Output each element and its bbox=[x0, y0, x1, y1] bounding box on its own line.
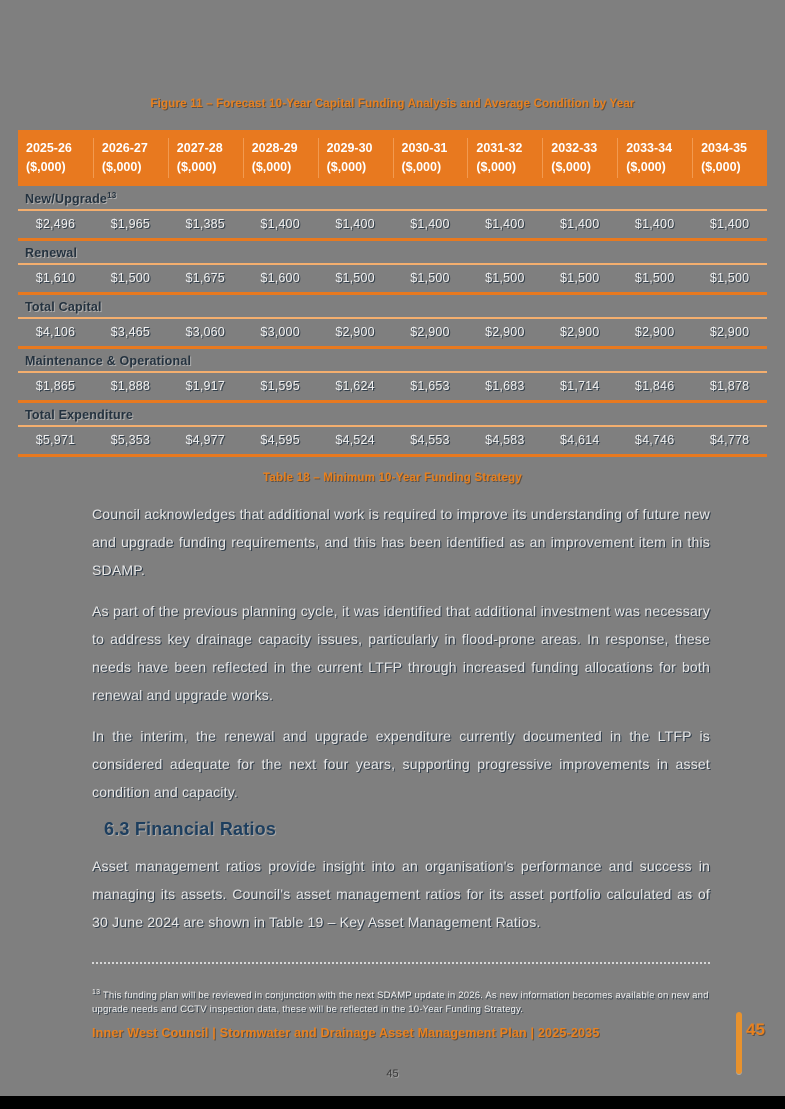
value-cell: $1,888 bbox=[110, 379, 151, 394]
value-cell: $1,714 bbox=[560, 379, 600, 394]
section-values-row bbox=[18, 209, 767, 241]
column-header bbox=[93, 138, 168, 178]
paragraph: Council acknowledges that additional work is required to improve its understanding of future new and upgrade funding requirements, and this has been identified as an improvement item in this SDAMP. bbox=[92, 506, 710, 578]
value-cell: $1,610 bbox=[35, 271, 76, 286]
value-cell: $5,971 bbox=[35, 433, 76, 448]
value-cell: $2,900 bbox=[709, 325, 750, 340]
column-header bbox=[542, 138, 617, 178]
value-cell: $1,400 bbox=[485, 217, 525, 232]
column-unit: ($,000) bbox=[26, 160, 66, 174]
column-unit: ($,000) bbox=[176, 160, 217, 174]
value-cell: $1,400 bbox=[634, 217, 675, 232]
paragraph: As part of the previous planning cycle, it was identified that additional investment was necessary to address key drainage capacity issues, particularly in flood-prone areas. In response, these needs have been reflected in the current LTFP through increased funding allocations for both renewal and upgrade works. bbox=[92, 603, 710, 703]
value-cell: $1,595 bbox=[260, 379, 300, 394]
value-cell: $1,500 bbox=[634, 271, 675, 286]
footnote bbox=[92, 986, 710, 1017]
funding-table bbox=[18, 130, 767, 457]
column-year: 2030-31 bbox=[401, 141, 448, 155]
value-cell: $1,653 bbox=[410, 379, 450, 394]
table-body bbox=[18, 186, 767, 457]
value-cell: $1,846 bbox=[634, 379, 675, 394]
column-year: 2027-28 bbox=[176, 141, 223, 155]
column-unit: ($,000) bbox=[551, 160, 591, 174]
section-label-row bbox=[18, 186, 767, 209]
section-values-row bbox=[18, 371, 767, 403]
column-year: 2029-30 bbox=[326, 141, 373, 155]
column-header bbox=[617, 138, 692, 178]
column-unit: ($,000) bbox=[626, 160, 666, 174]
value-cell: $5,353 bbox=[110, 433, 151, 448]
value-cell: $4,553 bbox=[410, 433, 450, 448]
column-year: 2025-26 bbox=[26, 141, 72, 155]
value-cell: $1,624 bbox=[335, 379, 375, 394]
center-page-number: 45 bbox=[386, 1068, 399, 1080]
value-cell: $3,465 bbox=[110, 325, 151, 340]
value-cell: $2,900 bbox=[335, 325, 375, 340]
value-cell: $1,500 bbox=[560, 271, 600, 286]
page-number: 45 bbox=[746, 1020, 765, 1039]
column-header bbox=[692, 138, 767, 178]
section-label-row bbox=[18, 241, 767, 263]
value-cell: $1,400 bbox=[335, 217, 375, 232]
paragraph: In the interim, the renewal and upgrade expenditure currently documented in the LTFP is considered adequate for the next four years, supporting progressive improvements in asset condition and capacity. bbox=[92, 728, 710, 800]
section-heading: 6.3 Financial Ratios bbox=[104, 819, 277, 839]
value-cell: $1,500 bbox=[110, 271, 151, 286]
column-year: 2033-34 bbox=[626, 141, 673, 155]
column-unit: ($,000) bbox=[251, 160, 292, 174]
value-cell: $1,500 bbox=[709, 271, 750, 286]
column-header bbox=[243, 138, 318, 178]
column-year: 2034-35 bbox=[701, 141, 747, 155]
table-header-row bbox=[18, 130, 767, 186]
value-cell: $1,400 bbox=[410, 217, 450, 232]
value-cell: $2,900 bbox=[634, 325, 675, 340]
value-cell: $1,683 bbox=[485, 379, 525, 394]
value-cell: $1,400 bbox=[260, 217, 300, 232]
column-unit: ($,000) bbox=[701, 160, 741, 174]
section-label-row bbox=[18, 295, 767, 317]
column-unit: ($,000) bbox=[476, 160, 516, 174]
section-values-row bbox=[18, 425, 767, 457]
value-cell: $1,400 bbox=[560, 217, 600, 232]
section-label-row bbox=[18, 349, 767, 371]
value-cell: $4,614 bbox=[560, 433, 600, 448]
column-header bbox=[18, 138, 93, 178]
section-label: New/Upgrade bbox=[25, 192, 108, 207]
value-cell: $4,977 bbox=[185, 433, 225, 448]
column-header bbox=[393, 138, 468, 178]
value-cell: $4,746 bbox=[634, 433, 675, 448]
value-cell: $1,500 bbox=[485, 271, 525, 286]
footnote-separator bbox=[92, 962, 710, 964]
value-cell: $1,400 bbox=[709, 217, 750, 232]
value-cell: $4,595 bbox=[260, 433, 300, 448]
value-cell: $2,900 bbox=[560, 325, 600, 340]
value-cell: $4,778 bbox=[709, 433, 750, 448]
table-caption: Table 18 – Minimum 10-Year Funding Strategy bbox=[263, 472, 522, 484]
footnote-marker: 13 bbox=[107, 191, 117, 200]
value-cell: $1,500 bbox=[410, 271, 450, 286]
figure-caption: Figure 11 – Forecast 10-Year Capital Funding Analysis and Average Condition by Year bbox=[150, 98, 635, 110]
footnote-text: This funding plan will be reviewed in conjunction with the next SDAMP update in 2026. As new information becomes available on new and upgrade needs and CCTV inspection data, these will be reflected in the 10-Year Funding Strategy. bbox=[92, 990, 709, 1016]
section-values-row bbox=[18, 263, 767, 295]
section-values-row bbox=[18, 317, 767, 349]
bottom-black-bar bbox=[0, 1096, 785, 1109]
section-label-row bbox=[18, 403, 767, 425]
value-cell: $1,917 bbox=[185, 379, 225, 394]
column-header bbox=[467, 138, 542, 178]
value-cell: $1,878 bbox=[709, 379, 750, 394]
value-cell: $1,385 bbox=[185, 217, 225, 232]
column-header bbox=[168, 138, 243, 178]
column-header bbox=[318, 138, 393, 178]
section-label: Total Capital bbox=[25, 300, 102, 315]
value-cell: $2,496 bbox=[35, 217, 76, 232]
value-cell: $1,600 bbox=[260, 271, 300, 286]
column-unit: ($,000) bbox=[401, 160, 442, 174]
value-cell: $1,965 bbox=[110, 217, 151, 232]
column-year: 2028-29 bbox=[251, 141, 298, 155]
section-label: Total Expenditure bbox=[25, 408, 134, 423]
column-unit: ($,000) bbox=[326, 160, 367, 174]
value-cell: $4,106 bbox=[35, 325, 76, 340]
body-text bbox=[92, 500, 710, 1030]
section-label: Maintenance & Operational bbox=[25, 354, 192, 369]
column-year: 2031-32 bbox=[476, 141, 523, 155]
footer-text: Inner West Council | Stormwater and Drainage Asset Management Plan | 2025-2035 bbox=[92, 1026, 600, 1040]
paragraph: Asset management ratios provide insight into an organisation's performance and success in managing its assets. Council's asset management ratios for its asset portfolio calculated as of 30 June 2024 are shown in Table 19 – Key Asset Management Ratios. bbox=[92, 858, 710, 930]
column-year: 2032-33 bbox=[551, 141, 598, 155]
value-cell: $1,675 bbox=[185, 271, 225, 286]
column-unit: ($,000) bbox=[101, 160, 142, 174]
value-cell: $3,000 bbox=[260, 325, 300, 340]
value-cell: $2,900 bbox=[485, 325, 525, 340]
value-cell: $1,500 bbox=[335, 271, 375, 286]
value-cell: $2,900 bbox=[410, 325, 450, 340]
value-cell: $4,583 bbox=[485, 433, 525, 448]
value-cell: $3,060 bbox=[185, 325, 225, 340]
section-label: Renewal bbox=[25, 246, 78, 261]
footnote-marker: 13 bbox=[92, 989, 101, 996]
column-year: 2026-27 bbox=[101, 141, 148, 155]
value-cell: $4,524 bbox=[335, 433, 375, 448]
value-cell: $1,865 bbox=[35, 379, 76, 394]
page-number-bar bbox=[736, 1012, 742, 1074]
